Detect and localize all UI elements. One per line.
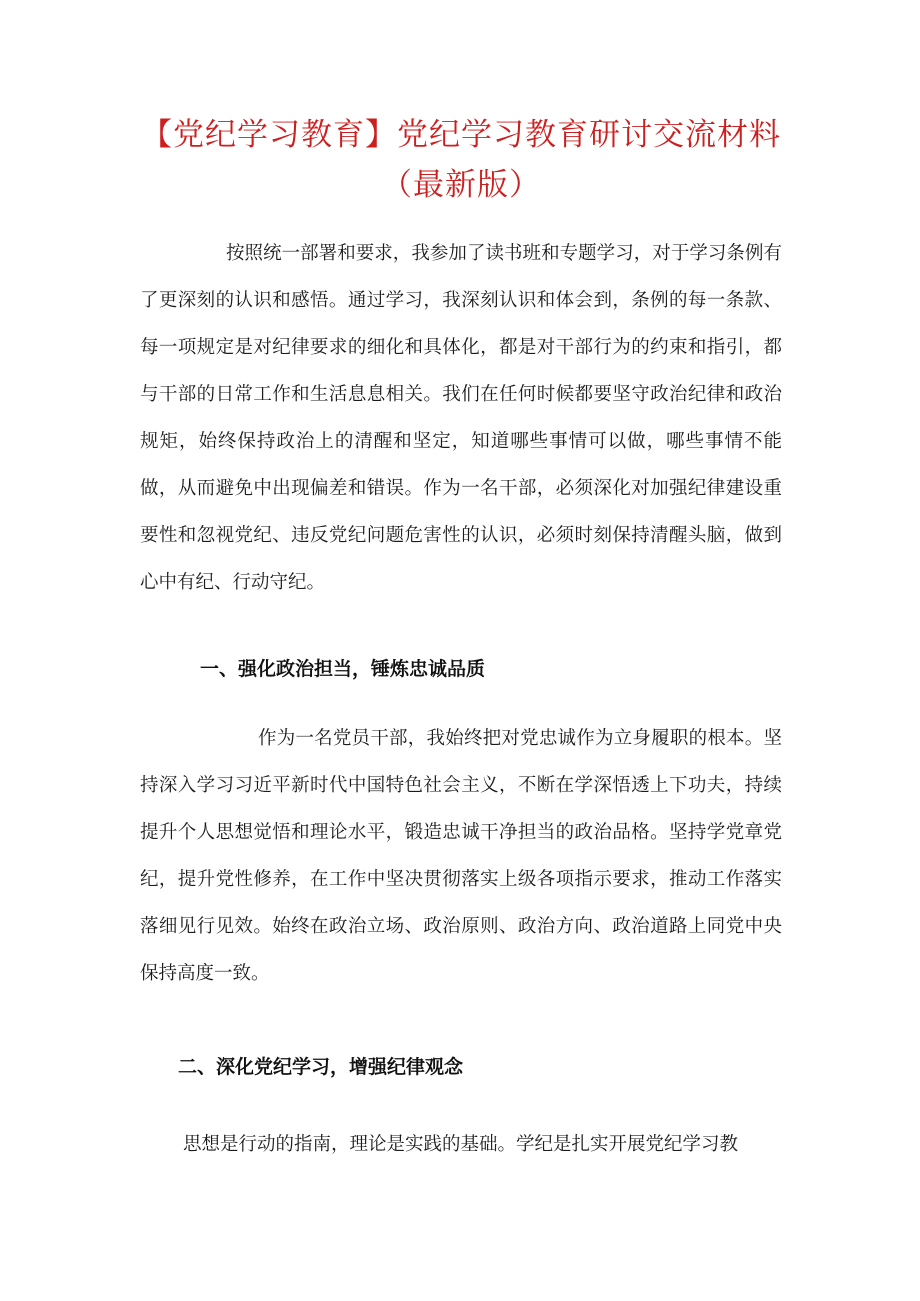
section-2-paragraph: 思想是行动的指南，理论是实践的基础。学纪是扎实开展党纪学习教	[183, 1134, 739, 1155]
section-1-heading: 一、强化政治担当，锤炼忠诚品质	[200, 658, 486, 680]
document-title: 【党纪学习教育】党纪学习教育研讨交流材料（最新版）	[141, 117, 781, 203]
intro-paragraph: 按照统一部署和要求，我参加了读书班和专题学习，对于学习条例有了更深刻的认识和感悟。通过学习，我深刻认识和体会到，条例的每一条款、每一项规定是对纪律要求的细化和具体化，都是对干部行为的约束和指引，都与干部的日常工作和生活息息相关。我们在任何时候都要坚守政治纪律和政治规矩，始终保持政治上的清醒和坚定，知道哪些事情可以做，哪些事情不能做，从而避免中出现偏差和错误。作为一名干部，必须深化对加强纪律建设重要性和忽视党纪、违反党纪问题危害性的认识，必须时刻保持清醒头脑，做到心中有纪、行动守纪。	[140, 243, 782, 593]
section-2-heading: 二、深化党纪学习，增强纪律观念	[178, 1056, 464, 1078]
section-1-paragraph: 作为一名党员干部，我始终把对党忠诚作为立身履职的根本。坚持深入学习习近平新时代中国特色社会主义，不断在学深悟透上下功夫，持续提升个人思想觉悟和理论水平，锻造忠诚干净担当的政治品格。坚持学党章党纪，提升党性修养，在工作中坚决贯彻落实上级各项指示要求，推动工作落实落细见行见效。始终在政治立场、政治原则、政治方向、政治道路上同党中央保持高度一致。	[140, 728, 782, 984]
